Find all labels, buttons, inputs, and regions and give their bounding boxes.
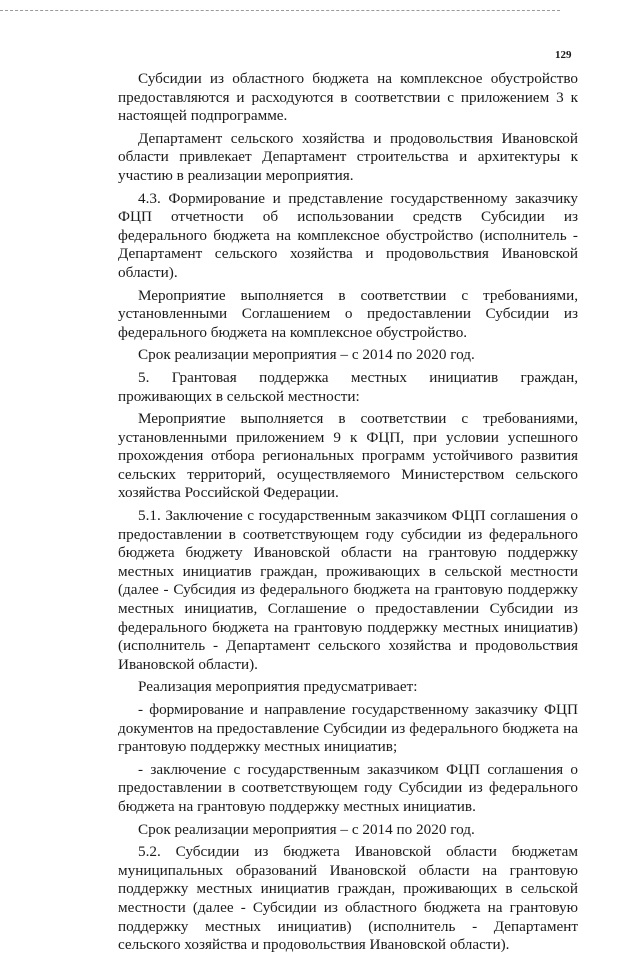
paragraph: Мероприятие выполняется в соответствии с требованиями, установленными приложением 9 к ФЦП, при условии успешного прохождения отбора региональных программ устойчивого развития сельских территорий, осуществляемого Министерством сельского хозяйства Российской Федерации. [118, 410, 578, 502]
section-5-heading: 5. Грантовая поддержка местных инициатив граждан, проживающих в сельской местности: [118, 368, 578, 405]
section-4-3-paragraph: 4.3. Формирование и представление государственному заказчику ФЦП отчетности об использовании средств Субсидии из федерального бюджета на комплексное обустройство (исполнитель - Департамент сельского хозяйства и продовольствия Ивановской области). [118, 189, 578, 281]
paragraph: Департамент сельского хозяйства и продовольствия Ивановской области привлекает Департамент строительства и архитектуры к участию в реализации мероприятия. [118, 129, 578, 184]
deadline-paragraph: Срок реализации мероприятия – с 2014 по 2020 год. [138, 346, 475, 364]
section-5-2-paragraph: 5.2. Субсидии из бюджета Ивановской области бюджетам муниципальных образований Ивановской области на грантовую поддержку местных инициатив граждан, проживающих в сельской местности (далее - Субсидии из областного бюджета на грантовую поддержку местных инициатив) (исполнитель - Департамент сельского хозяйства и продовольствия Ивановской области). [118, 843, 578, 954]
paragraph: Субсидии из областного бюджета на комплексное обустройство предоставляются и расходуются в соответствии с приложением 3 к настоящей подпрограмме. [118, 70, 578, 125]
section-5-1-paragraph: 5.1. Заключение с государственным заказчиком ФЦП соглашения о предоставлении в соответствующем году субсидии из федерального бюджета бюджету Ивановской области на грантовую поддержку местных инициатив граждан, проживающих в сельской местности (далее - Субсидия из федерального бюджета на грантовую поддержку местных инициатив, Соглашение о предоставлении Субсидии из федерального бюджета на грантовую поддержку местных инициатив) (исполнитель - Департамент сельского хозяйства и продовольствия Ивановской области). [118, 507, 578, 673]
scan-edge-line [0, 10, 560, 11]
page-number: 129 [555, 49, 572, 61]
paragraph: Реализация мероприятия предусматривает: [138, 678, 418, 696]
document-body [118, 70, 578, 955]
list-item: - заключение с государственным заказчиком ФЦП соглашения о предоставлении в соответствующем году Субсидии из федерального бюджета на грантовую поддержку местных инициатив. [118, 760, 578, 815]
paragraph: Мероприятие выполняется в соответствии с требованиями, установленными Соглашением о предоставлении Субсидии из федерального бюджета на комплексное обустройство. [118, 286, 578, 341]
deadline-paragraph: Срок реализации мероприятия – с 2014 по 2020 год. [138, 820, 475, 838]
list-item: - формирование и направление государственному заказчику ФЦП документов на предоставление Субсидии из федерального бюджета на грантовую поддержку местных инициатив; [118, 701, 578, 756]
